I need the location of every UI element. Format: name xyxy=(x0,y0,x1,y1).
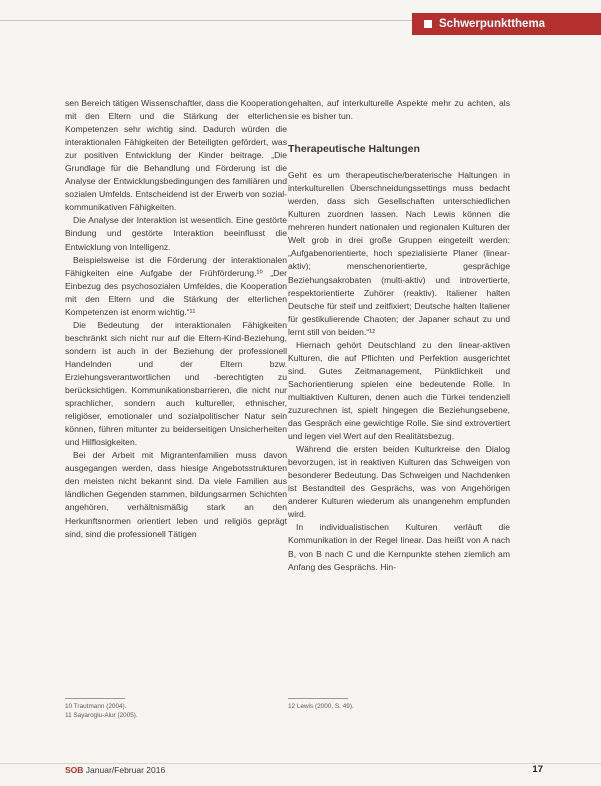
right-paragraph-4: In individualistischen Kulturen verläuft die Kommunikation in der Regel linear. Das heißt von A nach B, von B nach C und die Kernpunkte stehen ziemlich am Anfang des Gesprächs. Hin- xyxy=(288,522,510,572)
right-paragraph-1: Geht es um therapeutische/beraterische Haltungen in interkulturellen Überschneidungssettings muss bedacht werden, dass sich Gesellschaften unterschiedlichen Kulturen zuordnen lassen. Nach Lewis können die mehreren hundert nationalen und regionalen Kulturen der Welt grob in drei große Gruppen eingeteilt werden: „Aufgabenorientierte, hoch spezialisierte Planer (linear-aktiv); menschenorientierte, gesprächige Beziehungsakrobaten (multi-aktiv) und introvertierte, respektorientierte Zuhörer (reaktiv). Italiener halten Deutsche für steif und zeitfixiert; Deutsche halten Italiener für gestikulierende Chaoten; der Japaner schaut zu und lernt still von beiden.“¹² xyxy=(288,170,510,337)
right-footnotes xyxy=(288,702,354,711)
footer-issue: Januar/Februar 2016 xyxy=(85,765,166,775)
right-column xyxy=(288,97,510,574)
footnote-11: 11 Sayaroglu-Alur (2005). xyxy=(65,712,138,719)
left-footnote-rule xyxy=(65,698,125,699)
footer-brand: SOB xyxy=(65,765,84,775)
section-label-tab xyxy=(412,13,601,35)
footnote-10: 10 Trautmann (2004). xyxy=(65,703,127,710)
footnote-12: 12 Lewis (2000, S. 49). xyxy=(288,703,354,710)
left-paragraph-5: Bei der Arbeit mit Migrantenfamilien muss davon ausgegangen werden, dass hiesige Angebotsstrukturen den meisten nicht bekannt sind. Da viele Familien aus ländlichen Gegenden stammen, bildungsarmen Schichten angehören, verhältnismäßig stark an den Herkunftsnormen orientiert leben und religiös geprägt sind, sind die professionell Tätigen xyxy=(65,450,287,539)
left-paragraph-2: Die Analyse der Interaktion ist wesentlich. Eine gestörte Bindung und gestörte Interaktion beeinflusst die Entwicklung von Intelligenz. xyxy=(65,215,287,252)
header-rule xyxy=(0,20,412,31)
footer-rule xyxy=(0,763,601,764)
section-heading: Therapeutische Haltungen xyxy=(288,143,420,156)
left-paragraph-1: sen Bereich tätigen Wissenschaftler, dass die Kooperation mit den Eltern und die Stärkung der elterlichen Kompetenzen sehr wichtig sind. Dadurch würden die interaktionalen Fähigkeiten der Beteiligten gefördert, was zur positiven Entwicklung der Kinder beitrage. „Die Grundlage für die Behandlung und Förderung ist die Analyse der Entwicklungsbedingungen des familiären und sozialen Umfelds. Entscheidend ist der Erwerb von sozial-kommunikativen Fähigkeiten. xyxy=(65,98,287,213)
right-paragraph-2: Hiernach gehört Deutschland zu den linear-aktiven Kulturen, die auf Pflichten und Perfektion ausgerichtet sind. Gutes Zeitmanagement, Pünktlichkeit und Sachorientierung spielen eine bedeutende Rolle. In multiaktiven Kulturen, denen auch die Türkei tendenziell zuzurechnen ist, spielt hingegen die Beziehungsebene, das Gespräch eine gewichtige Rolle. Sie sind extrovertiert und legen viel Wert auf den Realitätsbezug. xyxy=(288,339,510,442)
left-footnotes xyxy=(65,702,138,720)
right-intro: gehalten, auf interkulturelle Aspekte mehr zu achten, als sie es bisher tun. xyxy=(288,98,510,122)
right-paragraph-3: Während die ersten beiden Kulturkreise den Dialog bevorzugen, ist in reaktiven Kulturen das Schweigen von besonderer Bedeutung. Das Schweigen und Nachdenken ist Bestandteil des Gesprächs, was von Angehörigen anderer Kulturen wiederum als unangenehm empfunden wird. xyxy=(288,444,510,520)
right-footnote-rule xyxy=(288,698,348,699)
section-label: Schwerpunktthema xyxy=(439,18,546,30)
square-icon xyxy=(424,20,432,28)
left-paragraph-3: Beispielsweise ist die Förderung der interaktionalen Fähigkeiten eine Aufgabe der Frühförderung.¹⁰ „Der Einbezug des psychosozialen Umfeldes, die Kooperation mit den Eltern und die Stärkung der elterlichen Kompetenzen ist enorm wichtig.“¹¹ xyxy=(65,254,287,317)
footer-issue-line xyxy=(65,765,165,775)
page-number: 17 xyxy=(532,764,543,775)
left-paragraph-4: Die Bedeutung der interaktionalen Fähigkeiten beschränkt sich nicht nur auf die Eltern-Kind-Beziehung, sondern ist auch in der Beziehung der professionell Handelnden und der Eltern bzw. Erziehungsverantwortlichen und -berechtigten zu berücksichtigen. Kommunikationsbarrieren, die nicht nur sprachlicher, sondern auch kultureller, ethnischer, religiöser, emotionaler und sozialpolitischer Natur sein können, führen mitunter zu beiderseitigen Unsicherheiten und Hilflosigkeiten. xyxy=(65,319,287,448)
left-column xyxy=(65,97,287,541)
